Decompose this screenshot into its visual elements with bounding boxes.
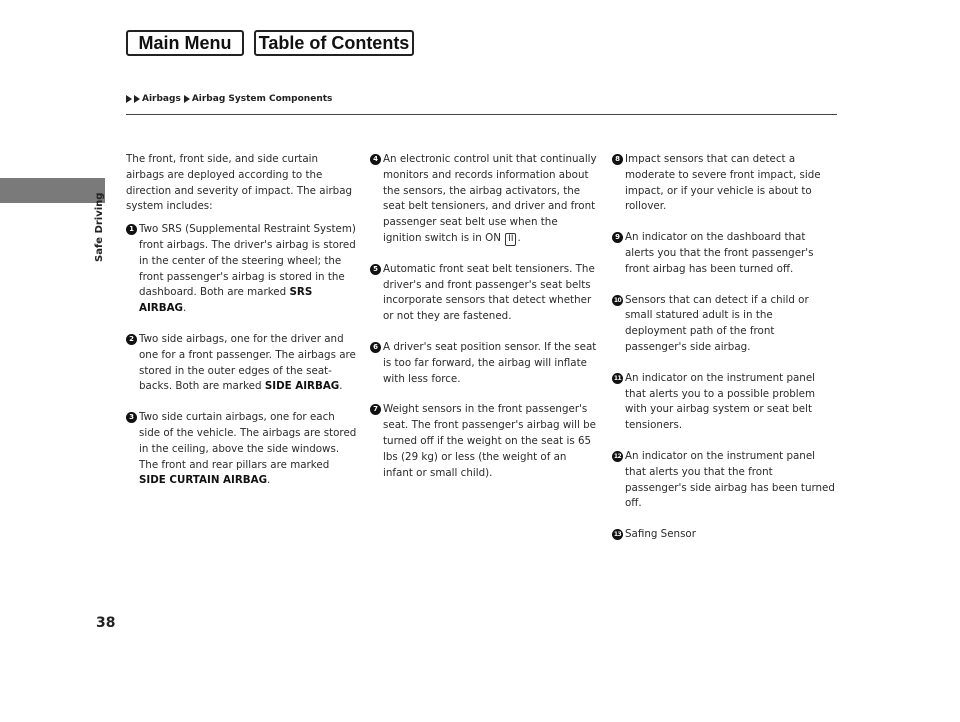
list-item xyxy=(126,222,358,317)
breadcrumb-arrow-icon xyxy=(126,95,132,103)
list-item xyxy=(612,371,837,434)
number-badge-icon: 11 xyxy=(613,374,622,382)
number-badge-icon: 13 xyxy=(613,531,622,539)
number-badge-icon: 7 xyxy=(370,404,381,415)
list-item xyxy=(612,152,837,215)
main-menu-button[interactable]: Main Menu xyxy=(126,30,244,56)
item-text: Weight sensors in the front passenger's seat. The front passenger's airbag will be turned off if the weight on the seat is 65 lbs (29 kg) or less (the weight of an infant or small child). xyxy=(383,403,597,479)
number-badge-icon: 4 xyxy=(370,154,381,165)
list-item xyxy=(612,449,837,512)
item-text: An indicator on the instrument panel that alerts you that the front passenger's side airbag has been turned off. xyxy=(625,449,835,510)
item-punct: . xyxy=(517,231,521,244)
ignition-position-key-icon: II xyxy=(505,233,516,246)
breadcrumb-arrow-icon xyxy=(134,95,140,103)
item-text: Two side curtain airbags, one for each side of the vehicle. The airbags are stored in the ceiling, above the side windows. The front and rear pillars are marked xyxy=(139,411,357,471)
number-badge-icon: 10 xyxy=(613,296,622,304)
list-item xyxy=(612,230,837,277)
number-badge-icon: 8 xyxy=(612,154,623,165)
item-punct: . xyxy=(339,380,343,393)
item-text: Two side airbags, one for the driver and one for a front passenger. The airbags are stored in the outer edges of the seat-backs. Both are marked xyxy=(139,332,356,393)
column-left xyxy=(126,152,358,504)
item-text: An electronic control unit that continually monitors and records information about the sensors, the airbag activators, the seat belt tensioners, and driver and front passenger seat belt use when the ignition switch is in ON xyxy=(383,153,597,244)
breadcrumb-arrow-icon xyxy=(184,95,190,103)
list-item xyxy=(612,527,837,543)
section-tab-marker xyxy=(0,178,105,203)
number-badge-icon: 2 xyxy=(126,334,137,345)
item-text: Safing Sensor xyxy=(625,528,696,541)
list-item xyxy=(126,410,358,489)
item-text: An indicator on the instrument panel that alerts you to a possible problem with your airbag system or seat belt tensioners. xyxy=(625,371,816,432)
item-text: Impact sensors that can detect a moderate to severe front impact, side impact, or if your vehicle is about to rollover. xyxy=(625,153,821,213)
number-badge-icon: 3 xyxy=(126,412,137,423)
list-item xyxy=(612,293,837,356)
item-text: An indicator on the dashboard that alerts you that the front passenger's front airbag has been turned off. xyxy=(625,231,814,275)
breadcrumb-link-airbags[interactable]: Airbags xyxy=(142,94,181,104)
item-punct: . xyxy=(183,302,187,315)
list-item xyxy=(126,332,358,395)
item-punct: . xyxy=(267,474,271,487)
list-item xyxy=(370,262,598,325)
number-badge-icon: 1 xyxy=(126,224,137,235)
item-marking: SRS AIRBAG xyxy=(139,286,313,315)
breadcrumb-current-page: Airbag System Components xyxy=(191,94,333,104)
item-text: Sensors that can detect if a child or small statured adult is in the deployment path of the front passenger's side airbag. xyxy=(625,293,809,353)
header-divider xyxy=(126,114,837,115)
column-right xyxy=(612,152,837,558)
section-side-label: Safe Driving xyxy=(94,192,105,262)
table-of-contents-button[interactable]: Table of Contents xyxy=(254,30,414,56)
list-item xyxy=(370,340,598,387)
item-marking: SIDE AIRBAG xyxy=(264,380,340,393)
item-text: Two SRS (Supplemental Restraint System) front airbags. The driver's airbag is stored in the center of the steering wheel; the front passenger's airbag is stored in the dashboard. Both are marked xyxy=(139,223,356,299)
number-badge-icon: 6 xyxy=(370,342,381,353)
item-text: A driver's seat position sensor. If the seat is too far forward, the airbag will inflate with less force. xyxy=(383,340,597,385)
number-badge-icon: 5 xyxy=(370,264,381,275)
item-marking: SIDE CURTAIN AIRBAG xyxy=(139,474,268,487)
page-number: 38 xyxy=(96,615,116,631)
intro-paragraph: The front, front side, and side curtain airbags are deployed according to the direction and severity of impact. The airbag system includes: xyxy=(126,153,353,213)
breadcrumb xyxy=(126,94,335,104)
list-item xyxy=(370,152,598,247)
item-text: Automatic front seat belt tensioners. The driver's and front passenger's seat belts incorporate sensors that detect whether or not they are fastened. xyxy=(383,262,595,323)
column-middle xyxy=(370,152,598,496)
number-badge-icon: 12 xyxy=(613,452,622,460)
number-badge-icon: 9 xyxy=(612,232,623,243)
list-item xyxy=(370,402,598,481)
